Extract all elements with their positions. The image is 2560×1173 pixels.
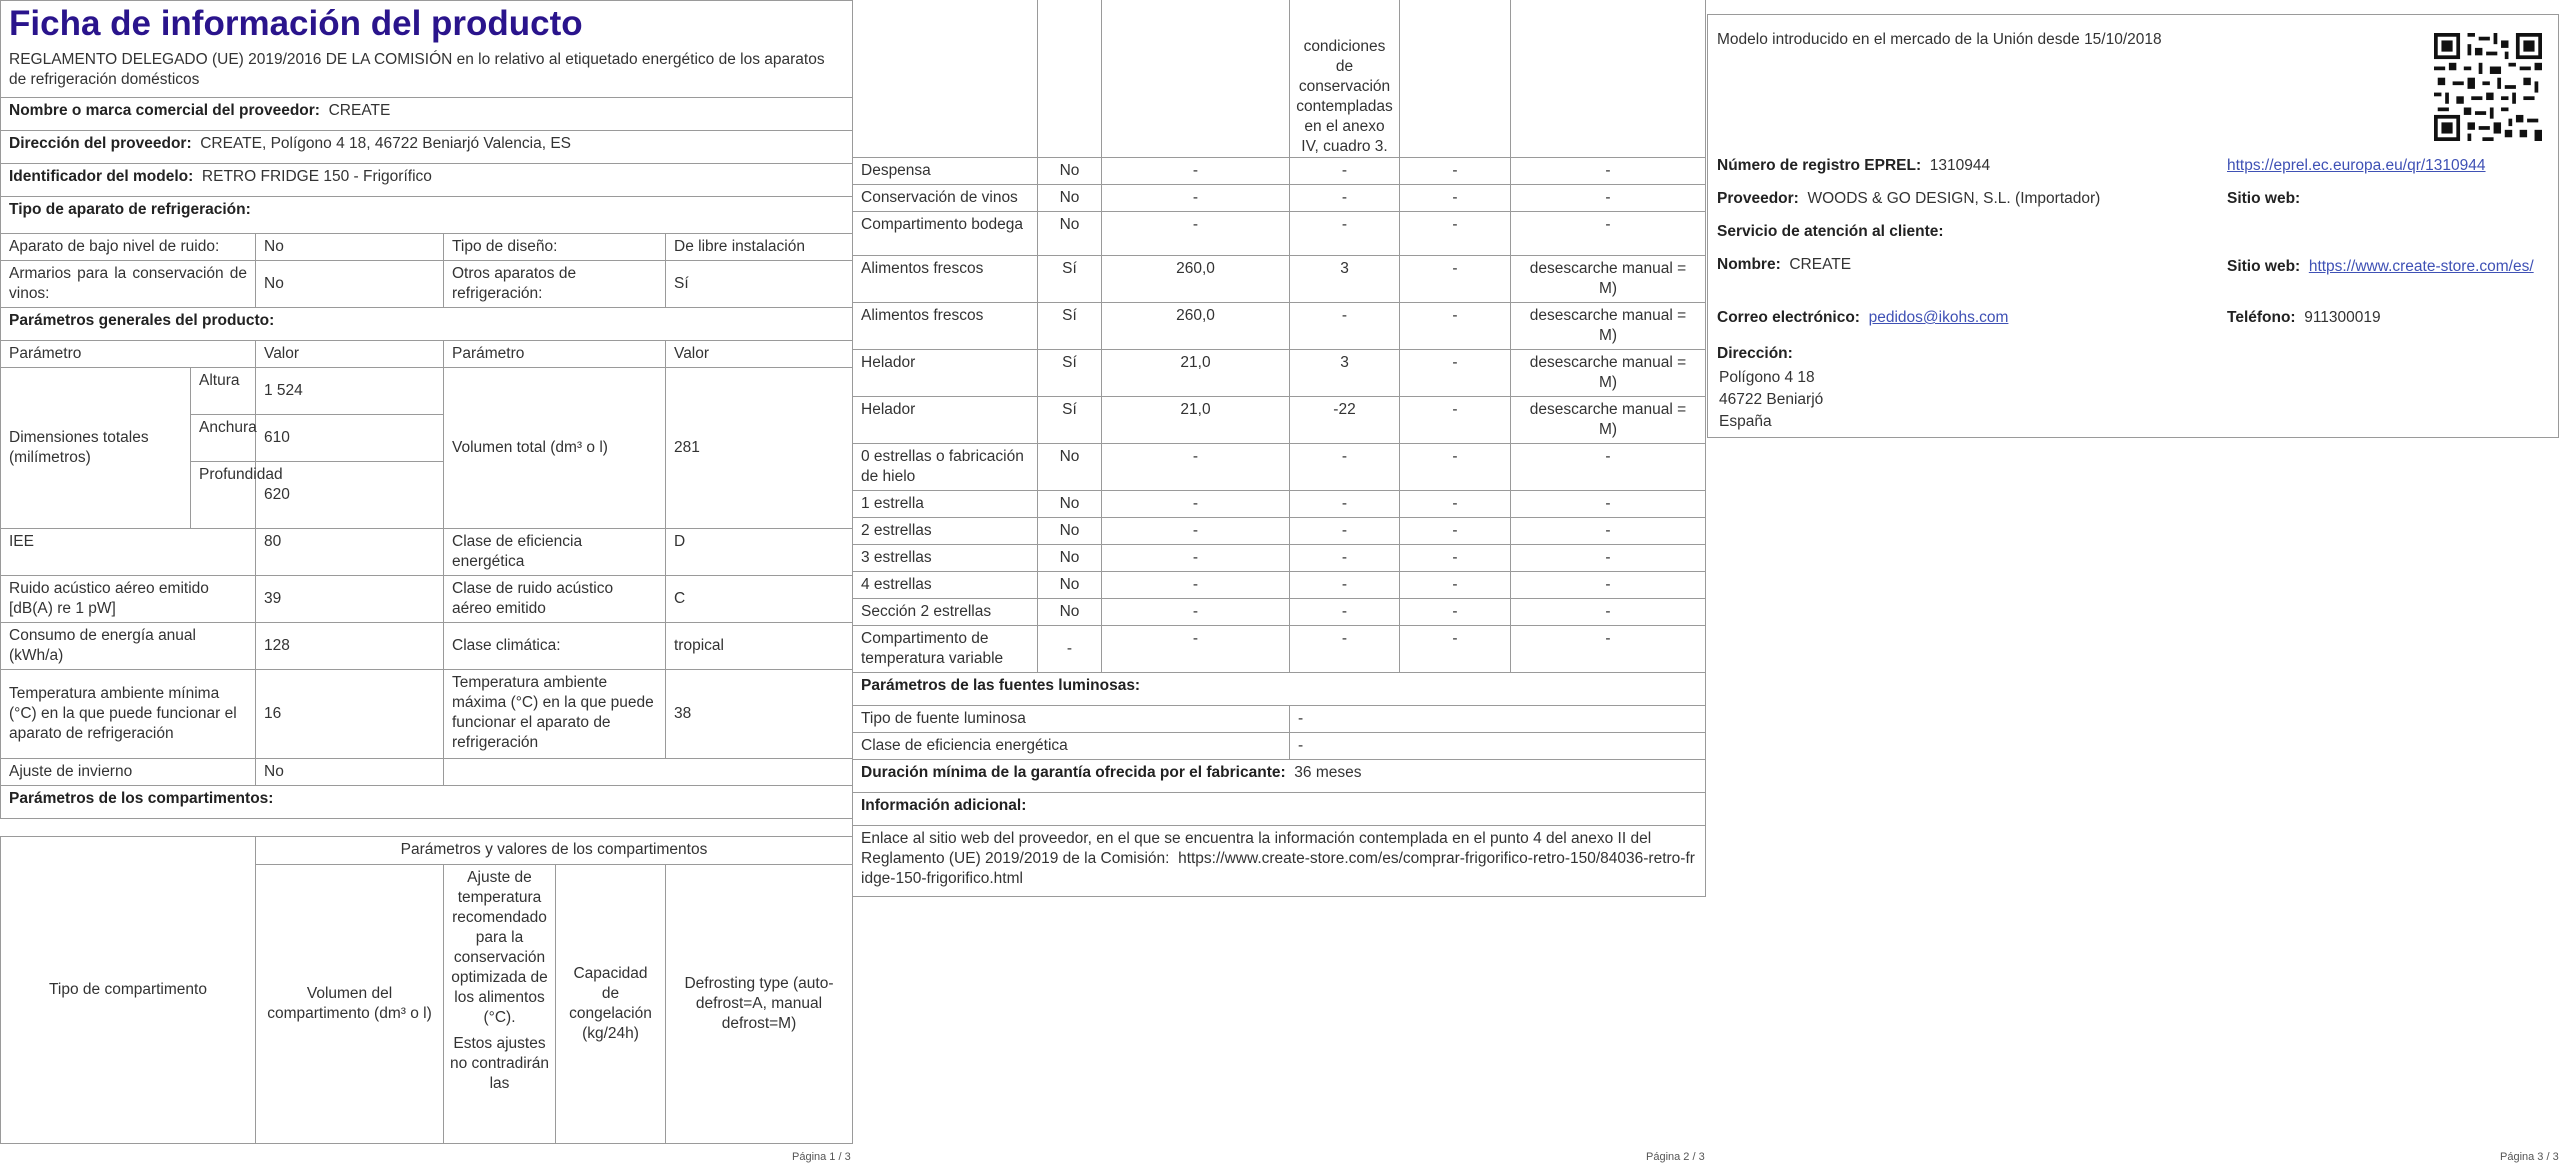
supplier-address-row	[1, 131, 853, 164]
total-volume-label: Volumen total (dm³ o l)	[444, 368, 666, 529]
email-label: Correo electrónico:	[1717, 309, 1860, 326]
compartment-row	[853, 490, 1706, 517]
compartment-present: No	[1038, 571, 1102, 598]
winter-setting-value: No	[256, 759, 444, 786]
additional-info-label: Información adicional:	[853, 792, 1706, 825]
phone-label: Teléfono:	[2227, 309, 2296, 326]
address-line-1: Polígono 4 18	[1719, 369, 1815, 386]
appliance-type-label: Tipo de aparato de refrigeración:	[1, 197, 853, 234]
min-temp-label: Temperatura ambiente mínima (°C) en la que puede funcionar el aparato de refrigeración	[1, 670, 256, 759]
compartment-capacity: -	[1400, 598, 1511, 625]
compartment-volume: 21,0	[1102, 396, 1290, 443]
compartment-row	[853, 544, 1706, 571]
eprel-label: Número de registro EPREL:	[1717, 157, 1922, 174]
eprel-info-box	[1707, 14, 2559, 438]
warranty-value: 36 meses	[1294, 763, 1362, 781]
value-header-2: Valor	[666, 341, 853, 368]
eprel-number: 1310944	[1929, 157, 1991, 174]
noise-label: Ruido acústico aéreo emitido [dB(A) re 1 pW]	[1, 576, 256, 623]
supplier-address-label: Dirección del proveedor:	[9, 135, 192, 152]
compartment-row	[853, 396, 1706, 443]
qr-code-icon	[2434, 33, 2542, 141]
compartment-temp-header-text-2: Estos ajustes no contradirán las	[449, 1034, 550, 1092]
compartment-present: Sí	[1038, 302, 1102, 349]
compartment-name: Compartimento bodega	[853, 211, 1038, 255]
compartment-defrost: desescarche manual = M)	[1511, 396, 1706, 443]
compartment-row	[853, 302, 1706, 349]
compartment-present: No	[1038, 443, 1102, 490]
compartment-temp: -	[1290, 571, 1400, 598]
low-noise-label: Aparato de bajo nivel de ruido:	[1, 234, 256, 261]
compartment-name: Conservación de vinos	[853, 184, 1038, 211]
service-name-value: CREATE	[1789, 256, 1852, 273]
climate-class-label: Clase climática:	[444, 623, 666, 670]
general-params-label: Parámetros generales del producto:	[1, 308, 853, 341]
total-volume-value: 281	[666, 368, 853, 529]
compartment-present: -	[1038, 625, 1102, 672]
compartment-name: Helador	[853, 396, 1038, 443]
wine-cabinet-label: Armarios para la conservación de vinos:	[1, 261, 256, 308]
compartment-present: No	[1038, 157, 1102, 184]
design-value: De libre instalación	[666, 234, 853, 261]
compartment-temp-header-text: Ajuste de temperatura recomendado para la conservación optimizada de los alimentos (°C).	[451, 868, 548, 1026]
page-number-2: Página 2 / 3	[1646, 1151, 1705, 1163]
compartment-name: 4 estrellas	[853, 571, 1038, 598]
compartment-name: 2 estrellas	[853, 517, 1038, 544]
climate-class-value: tropical	[666, 623, 853, 670]
compartment-temp: -	[1290, 517, 1400, 544]
light-source-label: Parámetros de las fuentes luminosas:	[853, 672, 1706, 705]
max-temp-value: 38	[666, 670, 853, 759]
compartment-defrost: -	[1511, 598, 1706, 625]
compartment-name: 0 estrellas o fabricación de hielo	[853, 443, 1038, 490]
page-2	[852, 0, 1706, 1173]
compartment-capacity: -	[1400, 544, 1511, 571]
compartment-row	[853, 517, 1706, 544]
compartment-temp: -	[1290, 598, 1400, 625]
compartment-name: Helador	[853, 349, 1038, 396]
annual-energy-label: Consumo de energía anual (kWh/a)	[1, 623, 256, 670]
compartment-volume: -	[1102, 544, 1290, 571]
other-appliances-label: Otros aparatos de refrigeración:	[444, 261, 666, 308]
compartment-row	[853, 157, 1706, 184]
depth-value: 620	[256, 462, 444, 529]
empty-header-cell	[853, 0, 1038, 157]
additional-info-row	[853, 825, 1706, 896]
compartment-temp: -	[1290, 302, 1400, 349]
address-line-2: 46722 Beniarjó	[1719, 391, 1824, 408]
compartment-volume-header: Volumen del compartimento (dm³ o l)	[256, 864, 444, 1143]
compartment-row	[853, 598, 1706, 625]
param-header-2: Parámetro	[444, 341, 666, 368]
compartment-defrost: -	[1511, 490, 1706, 517]
compartment-present: No	[1038, 544, 1102, 571]
compartment-values-table	[852, 0, 1706, 897]
compartment-defrost: -	[1511, 544, 1706, 571]
compartment-volume: 260,0	[1102, 302, 1290, 349]
iee-value: 80	[256, 529, 444, 576]
compartment-present: Sí	[1038, 349, 1102, 396]
model-id: RETRO FRIDGE 150 - Frigorífico	[201, 168, 432, 185]
compartment-temp: -	[1290, 211, 1400, 255]
winter-setting-label: Ajuste de invierno	[1, 759, 256, 786]
supplier-name: CREATE	[328, 102, 391, 119]
compartment-capacity: -	[1400, 157, 1511, 184]
compartment-capacity: -	[1400, 517, 1511, 544]
compartment-temp: -	[1290, 184, 1400, 211]
dimensions-label: Dimensiones totales (milímetros)	[1, 368, 191, 529]
compartment-volume: -	[1102, 184, 1290, 211]
address-line-3: España	[1719, 413, 1772, 430]
compartment-name: Despensa	[853, 157, 1038, 184]
compartment-temp: 3	[1290, 255, 1400, 302]
noise-class-label: Clase de ruido acústico aéreo emitido	[444, 576, 666, 623]
supplier-website-link[interactable]: https://www.create-store.com/es/comprar-frigorifico-retro-150/84036-retro-fridge-150-frigorifico.html	[861, 849, 1695, 887]
customer-service-label: Servicio de atención al cliente:	[1717, 223, 1944, 240]
empty-cell	[444, 759, 853, 786]
width-label: Anchura	[191, 415, 256, 462]
compartment-defrost: desescarche manual = M)	[1511, 302, 1706, 349]
supplier-name-label: Nombre o marca comercial del proveedor:	[9, 102, 320, 119]
compartment-volume: -	[1102, 157, 1290, 184]
compartment-name: Sección 2 estrellas	[853, 598, 1038, 625]
compartment-capacity: -	[1400, 349, 1511, 396]
model-row	[1, 164, 853, 197]
compartment-volume: -	[1102, 625, 1290, 672]
compartment-volume: -	[1102, 490, 1290, 517]
compartment-present: No	[1038, 517, 1102, 544]
light-type-value: -	[1290, 705, 1706, 732]
compartment-temp: -	[1290, 443, 1400, 490]
compartment-temp: -	[1290, 625, 1400, 672]
compartment-volume: -	[1102, 598, 1290, 625]
compartment-capacity: -	[1400, 571, 1511, 598]
provider-website-label: Sitio web:	[2227, 190, 2301, 207]
market-date: Modelo introducido en el mercado de la Unión desde 15/10/2018	[1717, 31, 2162, 48]
compartment-volume: -	[1102, 443, 1290, 490]
compartment-name: 1 estrella	[853, 490, 1038, 517]
compartment-header-table	[0, 836, 853, 1144]
compartment-defrost: -	[1511, 157, 1706, 184]
compartment-capacity: -	[1400, 396, 1511, 443]
eprel-link[interactable]: https://eprel.ec.europa.eu/qr/1310944	[2227, 157, 2486, 174]
compartment-capacity: -	[1400, 443, 1511, 490]
email-row	[1717, 309, 2008, 327]
light-class-label: Clase de eficiencia energética	[853, 732, 1290, 759]
provider-row	[1717, 190, 2100, 208]
energy-class-label: Clase de eficiencia energética	[444, 529, 666, 576]
defrost-type-header: Defrosting type (auto-defrost=A, manual defrost=M)	[666, 864, 853, 1143]
compartment-capacity: -	[1400, 255, 1511, 302]
other-appliances-value: Sí	[666, 261, 853, 308]
additional-info-text: Enlace al sitio web del proveedor, en el que se encuentra la información contemplada en el punto 4 del anexo II del Reglamento (UE) 2019/2019 de la Comisión:	[861, 829, 1652, 867]
compartments-label: Parámetros de los compartimentos:	[1, 786, 853, 819]
light-class-value: -	[1290, 732, 1706, 759]
compartment-row	[853, 443, 1706, 490]
compartment-volume: -	[1102, 571, 1290, 598]
param-header: Parámetro	[1, 341, 256, 368]
compartment-row	[853, 184, 1706, 211]
energy-class-value: D	[666, 529, 853, 576]
compartment-row	[853, 211, 1706, 255]
height-label: Altura	[191, 368, 256, 415]
compartment-row	[853, 349, 1706, 396]
max-temp-label: Temperatura ambiente máxima (°C) en la que puede funcionar el aparato de refrigeración	[444, 670, 666, 759]
regulation-text: REGLAMENTO DELEGADO (UE) 2019/2016 DE LA COMISIÓN en lo relativo al etiquetado energético de los aparatos de refrigeración domésticos	[1, 47, 853, 98]
annual-energy-value: 128	[256, 623, 444, 670]
product-info-table	[0, 0, 853, 819]
light-type-label: Tipo de fuente luminosa	[853, 705, 1290, 732]
noise-value: 39	[256, 576, 444, 623]
page-number-3: Página 3 / 3	[2500, 1151, 2559, 1163]
compartment-capacity: -	[1400, 211, 1511, 255]
value-header: Valor	[256, 341, 444, 368]
low-noise-value: No	[256, 234, 444, 261]
compartment-temp: -22	[1290, 396, 1400, 443]
service-name-label: Nombre:	[1717, 256, 1781, 273]
noise-class-value: C	[666, 576, 853, 623]
compartment-present: No	[1038, 598, 1102, 625]
email-link[interactable]: pedidos@ikohs.com	[1868, 309, 2009, 326]
compartment-volume: -	[1102, 211, 1290, 255]
compartment-temp: 3	[1290, 349, 1400, 396]
temp-header-continuation: condiciones de conservación contempladas en el anexo IV, cuadro 3.	[1290, 0, 1400, 157]
compartment-row	[853, 625, 1706, 672]
provider-label: Proveedor:	[1717, 190, 1799, 207]
address-block	[1719, 367, 1823, 433]
model-label: Identificador del modelo:	[9, 168, 194, 185]
service-website-row	[2227, 256, 2552, 278]
compartment-present: No	[1038, 211, 1102, 255]
design-label: Tipo de diseño:	[444, 234, 666, 261]
compartment-defrost: -	[1511, 625, 1706, 672]
compartment-temp: -	[1290, 544, 1400, 571]
provider-value: WOODS & GO DESIGN, S.L. (Importador)	[1807, 190, 2101, 207]
compartment-defrost: -	[1511, 211, 1706, 255]
compartment-name: Compartimento de temperatura variable	[853, 625, 1038, 672]
width-value: 610	[256, 415, 444, 462]
page-title: Ficha de información del producto	[9, 4, 583, 43]
compartment-name: 3 estrellas	[853, 544, 1038, 571]
depth-label: Profundidad	[191, 462, 256, 529]
empty-header-cell	[1102, 0, 1290, 157]
page-number-1: Página 1 / 3	[792, 1151, 851, 1163]
compartment-present: Sí	[1038, 396, 1102, 443]
empty-header-cell	[1400, 0, 1511, 157]
address-label: Dirección:	[1717, 345, 1793, 362]
wine-cabinet-value: No	[256, 261, 444, 308]
compartment-temp: -	[1290, 157, 1400, 184]
compartment-volume: 260,0	[1102, 255, 1290, 302]
compartment-temp-header	[444, 864, 556, 1143]
compartment-capacity: -	[1400, 302, 1511, 349]
compartment-capacity: -	[1400, 490, 1511, 517]
freezing-capacity-header: Capacidad de congelación (kg/24h)	[556, 864, 666, 1143]
empty-header-cell	[1511, 0, 1706, 157]
compartment-present: No	[1038, 490, 1102, 517]
compartment-row	[853, 255, 1706, 302]
compartment-name: Alimentos frescos	[853, 255, 1038, 302]
empty-header-cell	[1038, 0, 1102, 157]
compartment-volume: -	[1102, 517, 1290, 544]
iee-label: IEE	[1, 529, 256, 576]
compartment-present: Sí	[1038, 255, 1102, 302]
supplier-address: CREATE, Polígono 4 18, 46722 Beniarjó Valencia, ES	[200, 135, 572, 152]
compartment-name: Alimentos frescos	[853, 302, 1038, 349]
service-name-row	[1717, 256, 1851, 274]
height-value: 1 524	[256, 368, 444, 415]
eprel-row	[1717, 157, 1990, 175]
compartment-present: No	[1038, 184, 1102, 211]
compartment-capacity: -	[1400, 184, 1511, 211]
compartment-defrost: desescarche manual = M)	[1511, 255, 1706, 302]
compartment-row	[853, 571, 1706, 598]
compartment-type-header: Tipo de compartimento	[1, 837, 256, 1144]
phone-row	[2227, 309, 2381, 327]
service-website-link[interactable]: https://www.create-store.com/es/	[2308, 258, 2534, 275]
compartment-params-header: Parámetros y valores de los compartimentos	[256, 837, 853, 865]
compartment-capacity: -	[1400, 625, 1511, 672]
compartment-defrost: -	[1511, 184, 1706, 211]
service-website-label: Sitio web:	[2227, 258, 2301, 275]
supplier-name-row	[1, 98, 853, 131]
page-1	[0, 0, 852, 1173]
warranty-label: Duración mínima de la garantía ofrecida por el fabricante:	[861, 763, 1286, 781]
compartment-defrost: desescarche manual = M)	[1511, 349, 1706, 396]
compartment-defrost: -	[1511, 443, 1706, 490]
min-temp-value: 16	[256, 670, 444, 759]
compartment-temp: -	[1290, 490, 1400, 517]
compartment-volume: 21,0	[1102, 349, 1290, 396]
warranty-row	[853, 759, 1706, 792]
phone-value: 911300019	[2304, 309, 2381, 326]
compartment-defrost: -	[1511, 571, 1706, 598]
compartment-defrost: -	[1511, 517, 1706, 544]
